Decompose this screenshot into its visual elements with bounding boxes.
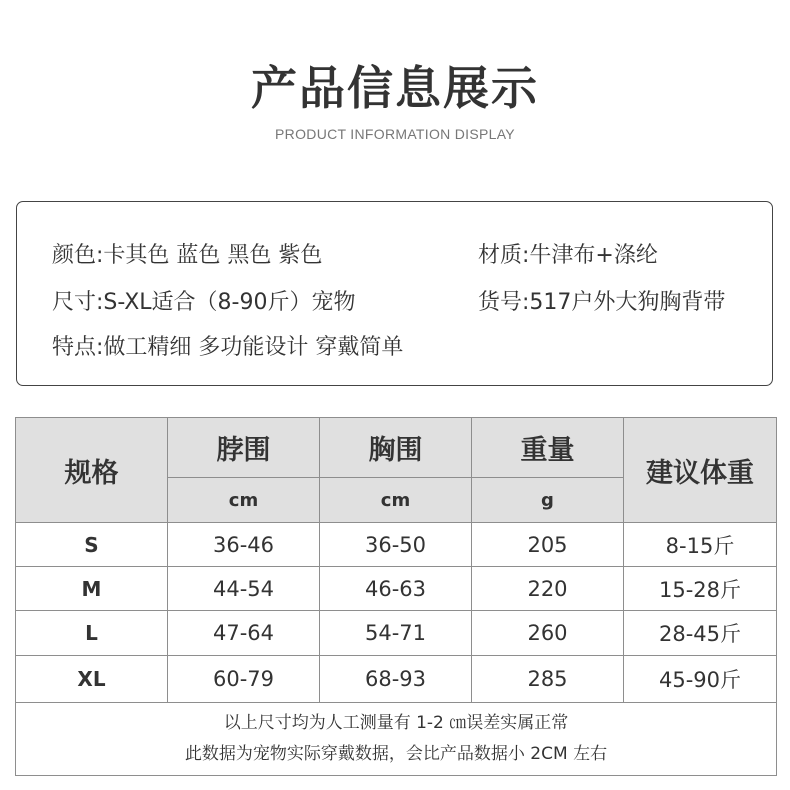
page-title: 产品信息展示 [251, 61, 539, 115]
cell-weight: 205 [472, 523, 624, 567]
cell-neck: 60-79 [168, 656, 320, 703]
table-note [16, 703, 777, 776]
cell-size: L [16, 611, 168, 656]
info-features: 特点:做工精细 多功能设计 穿戴简单 [52, 335, 404, 360]
table-row [16, 567, 777, 611]
header-weight: 重量 [472, 418, 624, 478]
cell-neck: 44-54 [168, 567, 320, 611]
header-chest: 胸围 [320, 418, 472, 478]
table-row [16, 523, 777, 567]
cell-size: M [16, 567, 168, 611]
cell-suggested-weight: 8-15斤 [624, 523, 777, 567]
cell-size: XL [16, 656, 168, 703]
cell-neck: 36-46 [168, 523, 320, 567]
info-color: 颜色:卡其色 蓝色 黑色 紫色 [52, 243, 323, 268]
cell-neck: 47-64 [168, 611, 320, 656]
cell-weight: 285 [472, 656, 624, 703]
header-suggested-weight: 建议体重 [624, 418, 777, 523]
cell-weight: 220 [472, 567, 624, 611]
note-line-2: 此数据为宠物实际穿戴数据，会比产品数据小 2CM 左右 [184, 744, 608, 764]
info-item-number: 货号:517户外大狗胸背带 [478, 290, 726, 315]
product-info-box [16, 201, 773, 386]
table-row [16, 611, 777, 656]
header-neck: 脖围 [168, 418, 320, 478]
cell-weight: 260 [472, 611, 624, 656]
cell-chest: 54-71 [320, 611, 472, 656]
cell-suggested-weight: 45-90斤 [624, 656, 777, 703]
unit-neck: cm [168, 478, 320, 523]
note-line-1: 以上尺寸均为人工测量有 1-2 ㎝误差实属正常 [223, 713, 569, 733]
cell-chest: 36-50 [320, 523, 472, 567]
cell-size: S [16, 523, 168, 567]
cell-suggested-weight: 15-28斤 [624, 567, 777, 611]
cell-chest: 46-63 [320, 567, 472, 611]
size-table [15, 417, 777, 776]
info-material: 材质:牛津布+涤纶 [478, 243, 658, 268]
unit-chest: cm [320, 478, 472, 523]
cell-suggested-weight: 28-45斤 [624, 611, 777, 656]
info-size: 尺寸:S-XL适合（8-90斤）宠物 [52, 290, 356, 315]
cell-chest: 68-93 [320, 656, 472, 703]
unit-weight: g [472, 478, 624, 523]
table-row [16, 656, 777, 703]
header-spec: 规格 [16, 418, 168, 523]
page-subtitle: PRODUCT INFORMATION DISPLAY [275, 126, 515, 142]
